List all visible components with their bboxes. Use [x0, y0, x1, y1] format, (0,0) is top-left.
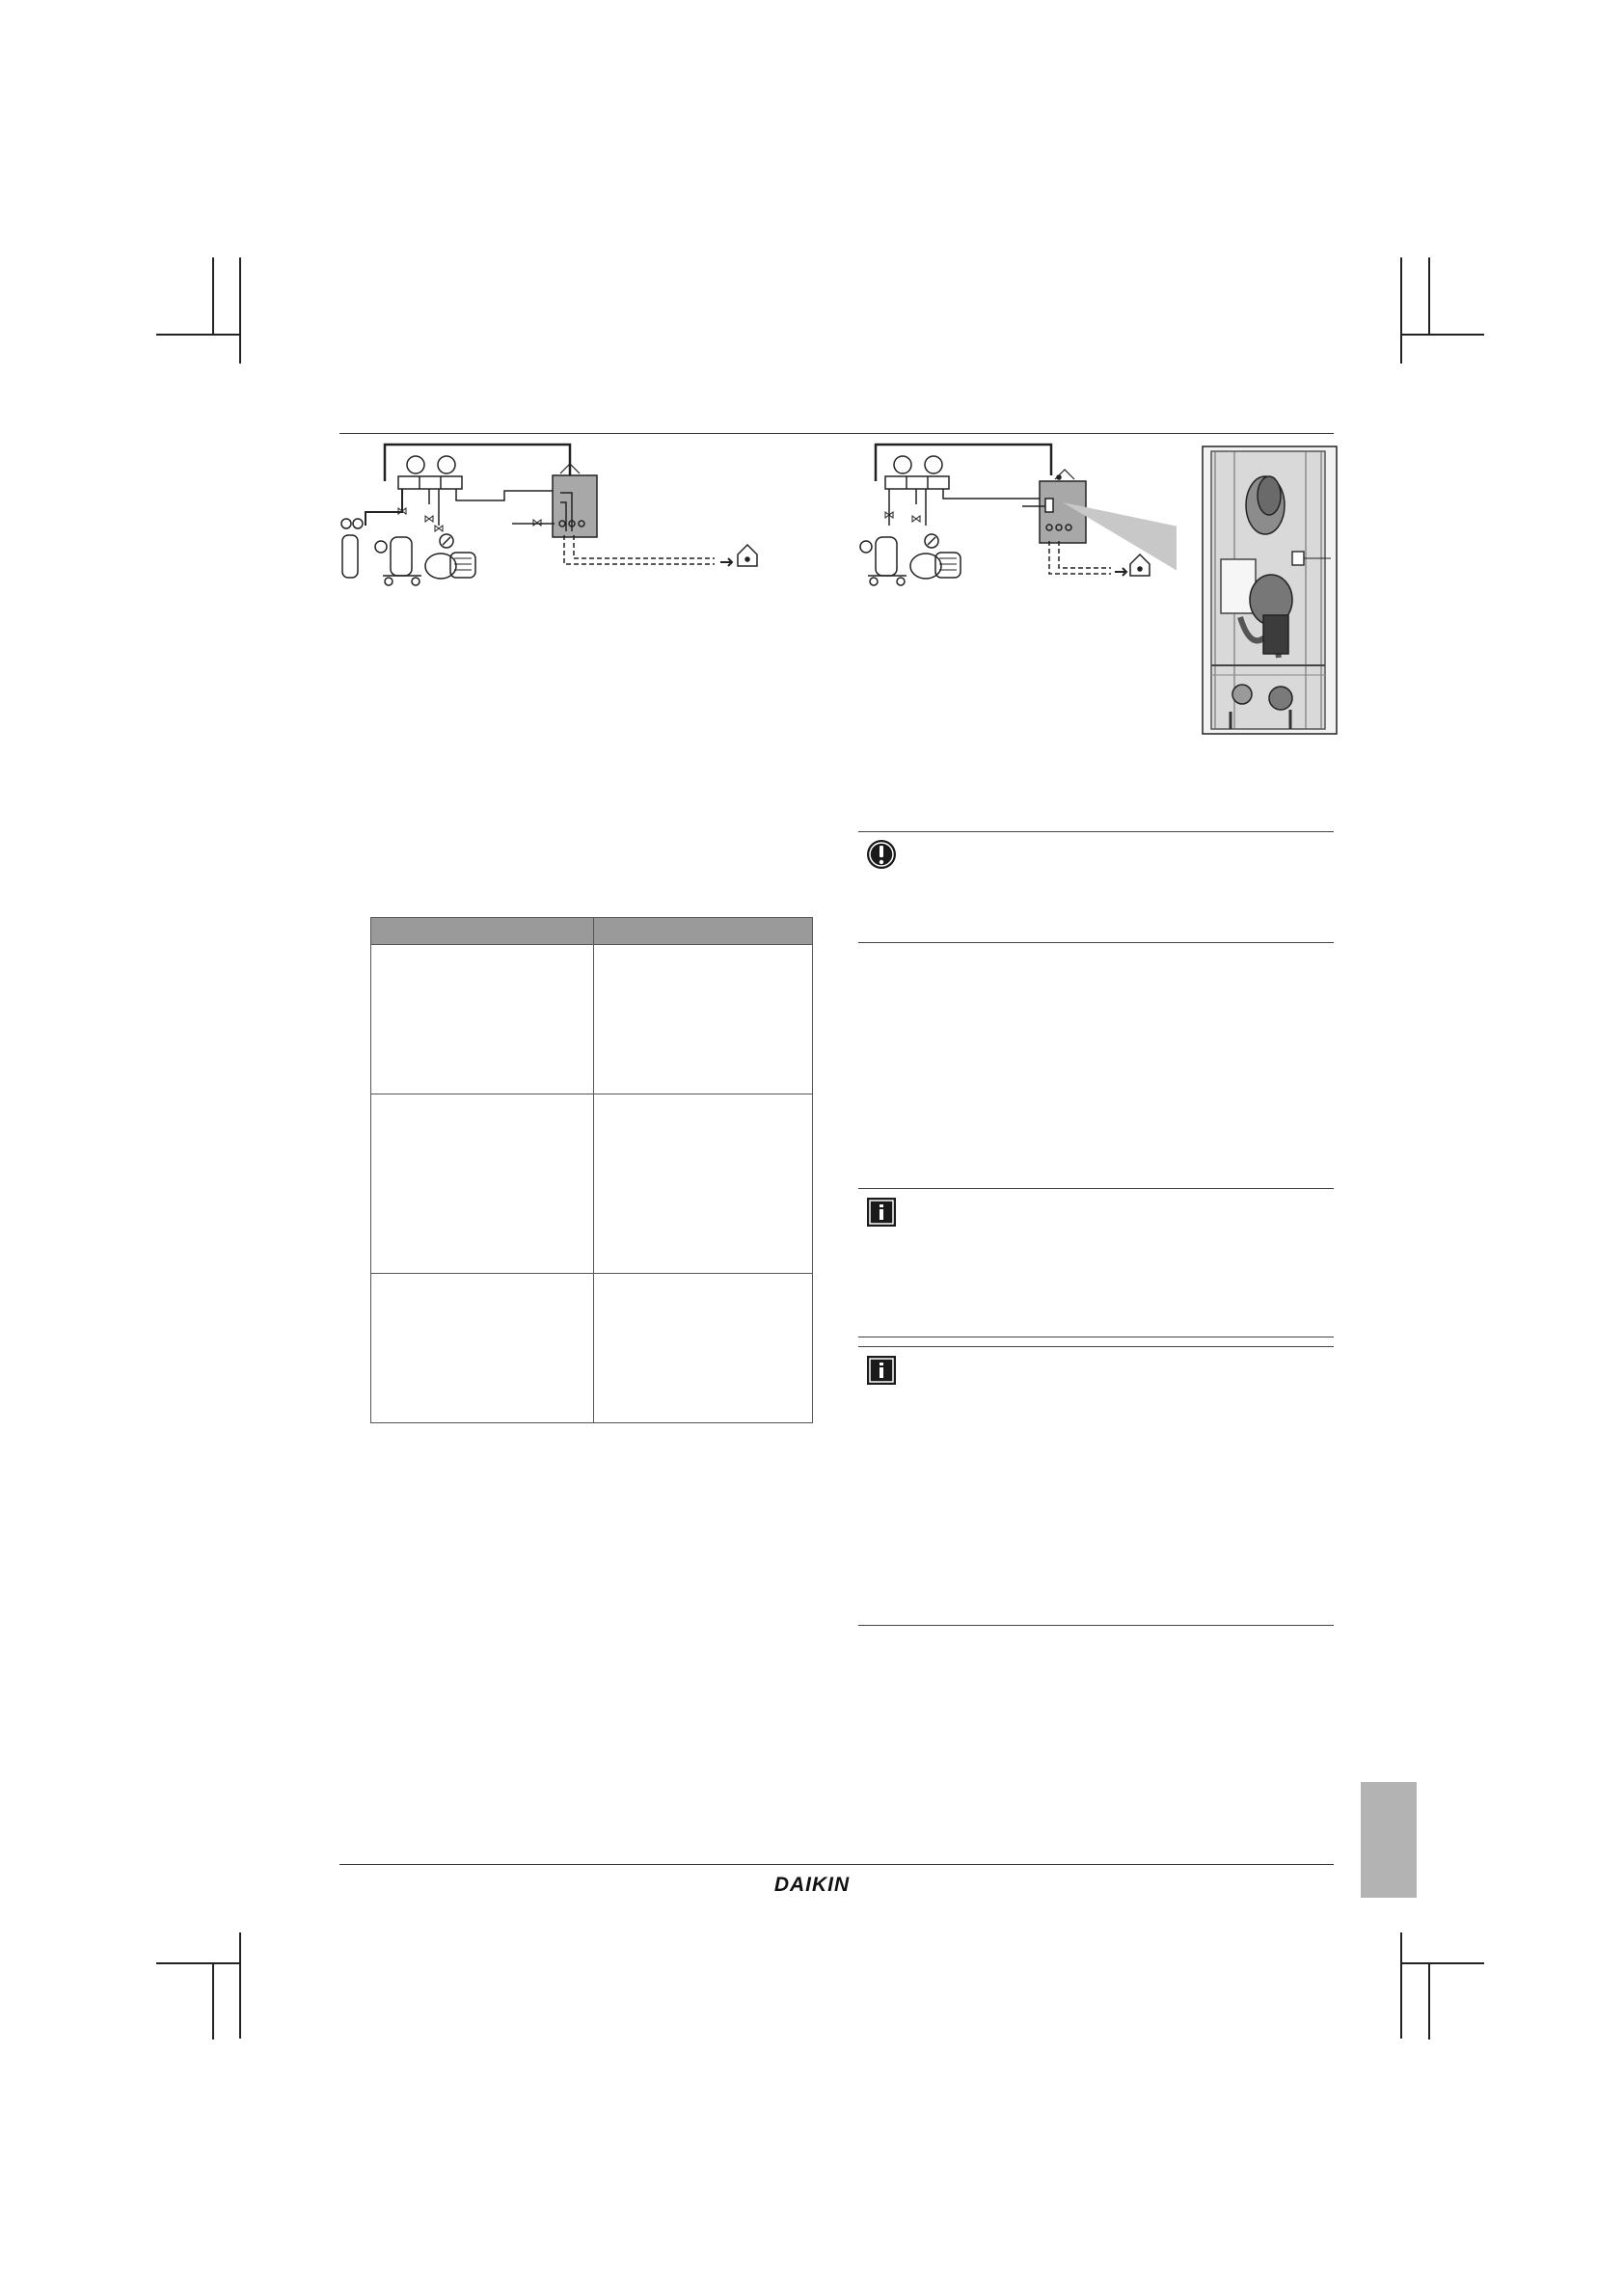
brand-logo: DAIKIN: [773, 1874, 851, 1896]
table-cell: [594, 1094, 813, 1274]
left-piping-diagram: [333, 439, 786, 593]
table-header-row: [371, 918, 813, 945]
right-piping-diagram: [849, 439, 1177, 608]
table-cell: [594, 945, 813, 1094]
table-row: [371, 945, 813, 1094]
table-row: [371, 1094, 813, 1274]
unit-internal-photo: [1202, 446, 1338, 735]
table-cell: [371, 1274, 594, 1423]
exclamation-icon: [865, 838, 898, 871]
footer-rule: [339, 1864, 1334, 1865]
table-cell: [371, 945, 594, 1094]
table-header-cell: [594, 918, 813, 945]
info-icon: [866, 1355, 897, 1386]
header-rule: [339, 433, 1334, 434]
table-row: [371, 1274, 813, 1423]
table-cell: [371, 1094, 594, 1274]
table-cell: [594, 1274, 813, 1423]
table-header-cell: [371, 918, 594, 945]
info-icon: [866, 1197, 897, 1228]
spec-table: [370, 917, 813, 1423]
